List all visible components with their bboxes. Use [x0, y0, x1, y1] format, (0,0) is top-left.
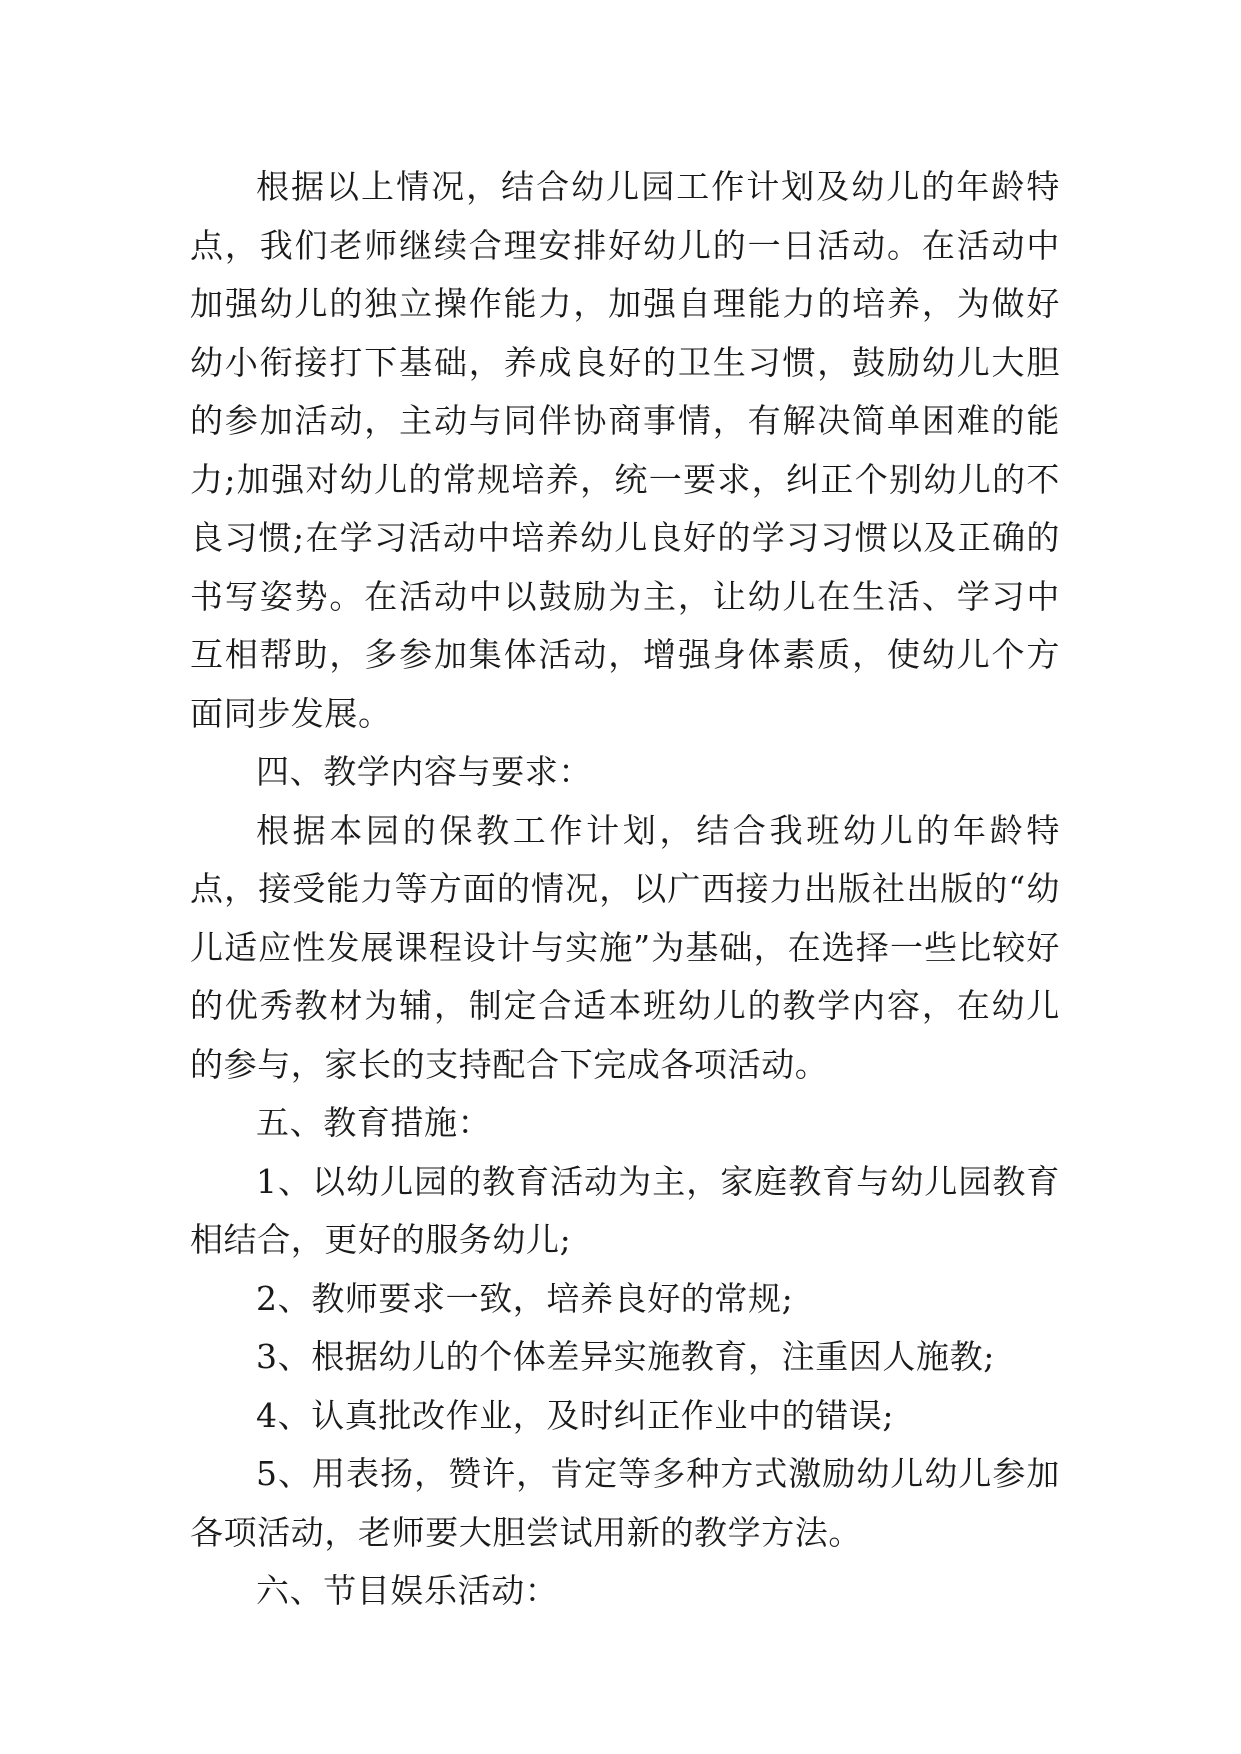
heading-entertainment-activities: 六、节目娱乐活动：: [256, 1571, 559, 1610]
heading-teaching-content: 四、教学内容与要求：: [256, 752, 592, 791]
heading-education-measures: 五、教育措施：: [256, 1103, 492, 1142]
list-item-measure-2: 2、教师要求一致，培养良好的常规;: [256, 1278, 794, 1318]
list-item-measure-1: 1、以幼儿园的教育活动为主，家庭教育与幼儿园教育相结合，更好的服务幼儿;: [190, 1161, 1060, 1259]
list-item-measure-5: 5、用表扬，赞许，肯定等多种方式激励幼儿幼儿参加各项活动，老师要大胆尝试用新的教学方法。: [190, 1454, 1060, 1552]
paragraph-daily-activities: 根据以上情况，结合幼儿园工作计划及幼儿的年龄特点，我们老师继续合理安排好幼儿的一日活动。在活动中加强幼儿的独立操作能力，加强自理能力的培养，为做好幼小衔接打下基础，养成良好的卫生习惯，鼓励幼儿大胆的参加活动，主动与同伴协商事情，有解决简单困难的能力;加强对幼儿的常规培养，统一要求，纠正个别幼儿的不良习惯;在学习活动中培养幼儿良好的学习习惯以及正确的书写姿势。在活动中以鼓励为主，让幼儿在生活、学习中互相帮助，多参加集体活动，增强身体素质，使幼儿个方面同步发展。: [190, 167, 1060, 733]
document-page: [190, 158, 1060, 1621]
list-item-measure-3: 3、根据幼儿的个体差异实施教育，注重因人施教;: [256, 1337, 995, 1376]
list-item-measure-4: 4、认真批改作业，及时纠正作业中的错误;: [256, 1395, 895, 1435]
paragraph-teaching-content: 根据本园的保教工作计划，结合我班幼儿的年龄特点，接受能力等方面的情况，以广西接力出版社出版的“幼儿适应性发展课程设计与实施”为基础，在选择一些比较好的优秀教材为辅，制定合适本班幼儿的教学内容，在幼儿的参与，家长的支持配合下完成各项活动。: [190, 810, 1060, 1084]
